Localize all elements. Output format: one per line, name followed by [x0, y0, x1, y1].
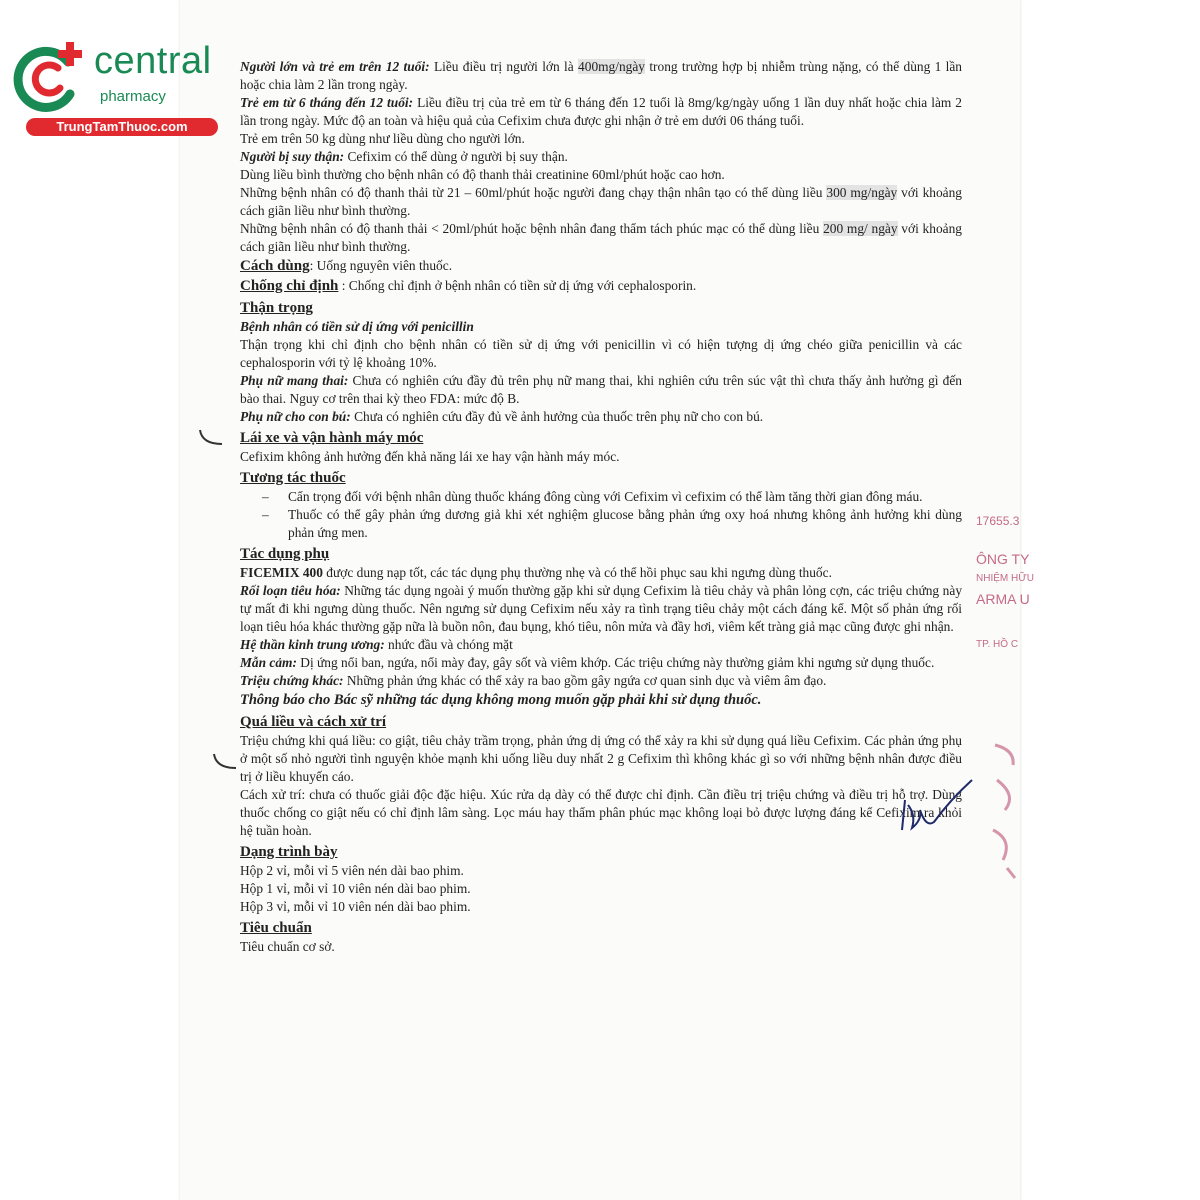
- dose-children: Trẻ em từ 6 tháng đến 12 tuổi: Liều điều trị của trẻ em từ 6 tháng đến 12 tuổi là 8mg/kg/ngày uống 1 lần duy nhất hoặc chia làm 2 lần trong ngày. Mức độ an toàn và hiệu quả của Cefixim chưa được ghi nhận ở trẻ em dưới 06 tháng tuổi.: [240, 95, 962, 128]
- stamp-mark-icon: [985, 740, 1025, 880]
- dose-renal-normal: Dùng liều bình thường cho bệnh nhân có độ thanh thải creatinine 60ml/phút hoặc cao hơn.: [240, 167, 725, 182]
- pharmacy-cross-icon: [10, 38, 90, 118]
- side-effects-intro: FICEMIX 400 được dung nạp tốt, các tác dụng phụ thường nhẹ và có thể hồi phục sau khi ngưng dùng thuốc.: [240, 565, 832, 580]
- logo-subtitle: pharmacy: [100, 88, 166, 105]
- overdose-symptoms: Triệu chứng khi quá liều: co giật, tiêu chảy trầm trọng, phản ứng dị ứng có thể xảy ra khi sử dụng quá liều Cefixim. Các phản ứng phụ ở một số nhỏ người tình nguyện khỏe mạnh khi uống liều duy nhất 2 g Cefixim thì không khác gì so với những bệnh nhân được điều trị ở liều khuyến cáo.: [240, 733, 962, 784]
- punch-hole-icon: [198, 428, 228, 448]
- overdose-treatment: Cách xử trí: chưa có thuốc giải độc đặc hiệu. Xúc rửa dạ dày có thể được chỉ định. Cần điều trị triệu chứng và điều trị hỗ trợ. Dùng thuốc chống co giật nếu có chỉ định lâm sàng. Lọc máu hay thẩm phân phúc mạc không loại bỏ được lượng đáng kể Cefixim ra khỏi hệ tuần hoàn.: [240, 787, 962, 838]
- caution-nursing: Phụ nữ cho con bú: Chưa có nghiên cứu đầy đủ về ảnh hưởng của thuốc trên phụ nữ cho con bú.: [240, 409, 764, 424]
- presentation-item: Hộp 3 vỉ, mỗi vỉ 10 viên nén dài bao phim.: [240, 899, 471, 914]
- heading-standard: Tiêu chuẩn: [240, 920, 312, 936]
- caution-text: Thận trọng khi chỉ định cho bệnh nhân có tiền sử dị ứng với penicillin vì có hiện tượng dị ứng chéo giữa penicillin và các cephalosporin với tỷ lệ khoảng 10%.: [240, 337, 962, 370]
- presentation-item: Hộp 1 vỉ, mỗi vỉ 10 viên nén dài bao phim.: [240, 881, 471, 896]
- heading-contraindication: Chống chỉ định: [240, 278, 339, 294]
- central-pharmacy-logo[interactable]: [10, 38, 215, 138]
- presentation-item: Hộp 2 vỉ, mỗi vỉ 5 viên nén dài bao phim.: [240, 863, 464, 878]
- side-effects-gi: Rối loạn tiêu hóa: Những tác dụng ngoài ý muốn thường gặp khi sử dụng Cefixim là tiêu chảy và phân lỏng cợn, các triệu chứng này tự mất đi khi ngưng dùng thuốc. Nên ngưng sử dụng Cefixim nếu xảy ra tình trạng tiêu chảy một cách đáng kể. Một số phản ứng rối loạn tiêu hóa khác thường gặp nữa là buồn nôn, đau bụng, khó tiêu, nôn mửa và đầy hơi, viêm kết tràng giả mạc cũng được ghi nhận.: [240, 583, 963, 634]
- document-content: [240, 58, 962, 956]
- doctor-notice: Thông báo cho Bác sỹ những tác dụng không mong muốn gặp phải khi sử dụng thuốc.: [240, 692, 762, 708]
- driving-text: Cefixim không ảnh hưởng đến khả năng lái xe hay vận hành máy móc.: [240, 449, 620, 464]
- product-name: FICEMIX 400: [240, 565, 323, 580]
- side-effects-cns: Hệ thần kinh trung ương: nhức đầu và chóng mặt: [240, 637, 513, 652]
- caution-subheading: Bệnh nhân có tiền sử dị ứng với penicillin: [240, 319, 474, 334]
- heading-driving: Lái xe và vận hành máy móc: [240, 430, 424, 446]
- heading-overdose: Quá liều và cách xử trí: [240, 714, 387, 730]
- signature-icon: [890, 770, 980, 840]
- side-effects-other: Triệu chứng khác: Những phản ứng khác có thể xảy ra bao gồm gây ngứa cơ quan sinh dục và viêm âm đạo.: [240, 673, 827, 688]
- standard-text: Tiêu chuẩn cơ sở.: [240, 939, 335, 954]
- side-effects-allergy: Mẫn cảm: Dị ứng nổi ban, ngứa, nổi mày đay, gây sốt và viêm khớp. Các triệu chứng này thường giảm khi ngưng sử dụng thuốc.: [240, 655, 935, 670]
- heading-interactions: Tương tác thuốc: [240, 470, 346, 486]
- caution-pregnant: Phụ nữ mang thai: Chưa có nghiên cứu đầy đủ trên phụ nữ mang thai, khi nghiên cứu trên súc vật thì chưa thấy ảnh hưởng gì đến bào thai. Nguy cơ trên thai kỳ theo FDA: mức độ B.: [240, 373, 962, 406]
- label-adults: Người lớn và trẻ em trên 12 tuổi:: [240, 59, 430, 74]
- logo-brand-name: central: [94, 40, 212, 82]
- dose-renal: Người bị suy thận: Cefixim có thể dùng ở người bị suy thận.: [240, 149, 568, 164]
- heading-presentation: Dạng trình bày: [240, 844, 338, 860]
- dose-renal-moderate: Những bệnh nhân có độ thanh thải từ 21 – 60ml/phút hoặc người đang chạy thận nhân tạo có thể dùng liều 300 mg/ngày với khoảng cách giãn liều như bình thường.: [240, 185, 962, 218]
- company-stamp: 17655.3 ÔNG TY NHIỆM HỮU ARMA U TP. HỒ C: [976, 514, 1034, 650]
- interaction-item: – Thuốc có thể gây phản ứng dương giả khi xét nghiệm glucose bằng phản ứng oxy hoá nhưng không ảnh hưởng khi dùng phản ứng men.: [262, 507, 962, 540]
- dose-renal-severe: Những bệnh nhân có độ thanh thải < 20ml/phút hoặc bệnh nhân đang thẩm tách phúc mạc có thể dùng liều 200 mg/ ngày với khoảng cách giãn liều như bình thường.: [240, 221, 962, 254]
- heading-side-effects: Tác dụng phụ: [240, 546, 330, 562]
- dose-highlight: 400mg/ngày: [578, 59, 645, 74]
- heading-usage: Cách dùng: [240, 258, 310, 274]
- heading-caution: Thận trọng: [240, 300, 313, 316]
- logo-website-link[interactable]: TrungTamThuoc.com: [26, 118, 218, 136]
- usage-section: Cách dùng: Uống nguyên viên thuốc.: [240, 258, 453, 274]
- contraindication-section: Chống chỉ định : Chống chỉ định ở bệnh nhân có tiền sử dị ứng với cephalosporin.: [240, 278, 697, 294]
- dose-over-50kg: Trẻ em trên 50 kg dùng như liều dùng cho người lớn.: [240, 131, 525, 146]
- interaction-item: – Cẩn trọng đối với bệnh nhân dùng thuốc kháng đông cùng với Cefixim vì cefixim có thể làm tăng thời gian đông máu.: [262, 489, 923, 504]
- dose-adults: Người lớn và trẻ em trên 12 tuổi: Liều điều trị người lớn là 400mg/ngày trong trường hợp bị nhiễm trùng nặng, có thể dùng 1 lần hoặc chia làm 2 lần trong ngày.: [240, 59, 962, 92]
- punch-hole-icon: [212, 752, 242, 772]
